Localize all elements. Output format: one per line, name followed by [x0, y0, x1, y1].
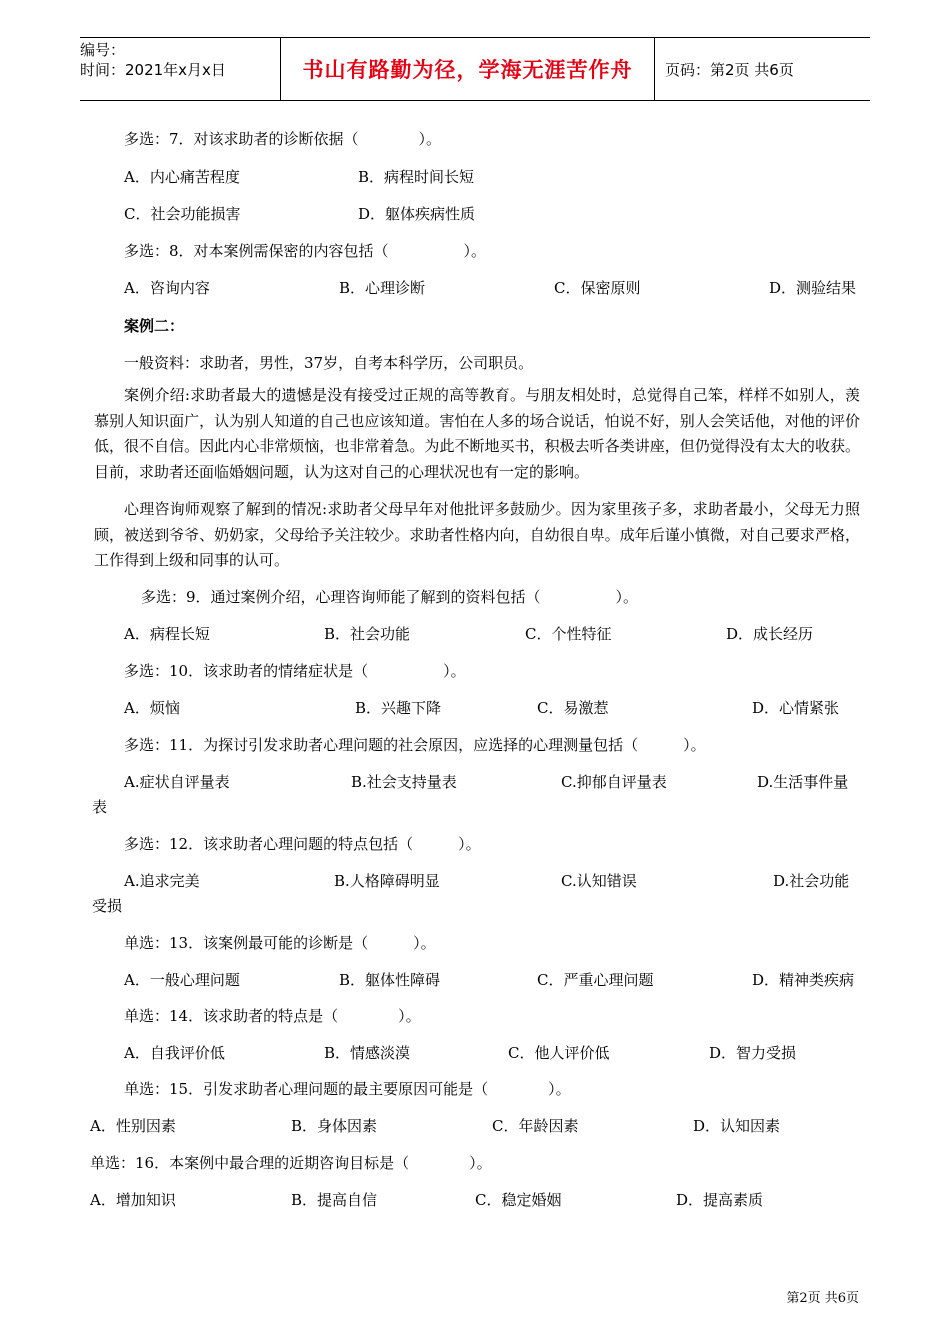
question-12-option-d: D.社会功能	[773, 872, 850, 890]
page-footer: 第2页 共6页	[786, 1291, 859, 1306]
question-11-option-c: C.抑郁自评量表	[561, 773, 667, 791]
question-8-option-b: B．心理诊断	[339, 279, 426, 297]
question-8-option-c: C．保密原则	[554, 279, 641, 297]
question-14-stem: 单选：14．该求助者的特点是（ ）。	[124, 1007, 421, 1025]
question-12-option-c: C.认知错误	[561, 872, 637, 890]
header-motto: 书山有路勤为径，学海无涯苦作舟	[280, 38, 655, 100]
question-15-option-a: A．性别因素	[90, 1117, 176, 1135]
question-13-option-c: C．严重心理问题	[537, 971, 654, 989]
question-16-stem: 单选：16．本案例中最合理的近期咨询目标是（ ）。	[90, 1154, 492, 1172]
question-9-option-d: D．成长经历	[726, 625, 814, 643]
question-14-option-a: A．自我评价低	[124, 1044, 225, 1062]
question-16-option-c: C．稳定婚姻	[475, 1191, 562, 1209]
question-15-option-d: D．认知因素	[693, 1117, 781, 1135]
question-15-option-b: B．身体因素	[291, 1117, 378, 1135]
question-12-option-d-continued: 受损	[92, 897, 123, 915]
case-2-observation: 心理咨询师观察了解到的情况:求助者父母早年对他批评多鼓励少。因为家里孩子多，求助者最小，父母无力照顾，被送到爷爷、奶奶家，父母给予关注较少。求助者性格内向，自幼很自卑。成年后谨小慎微，对自己要求严格，工作得到上级和同事的认可。	[94, 500, 860, 569]
question-7-stem: 多选：7．对该求助者的诊断依据（ ）。	[124, 130, 442, 148]
question-10-option-a: A．烦恼	[124, 699, 180, 717]
case-2-general-info: 一般资料：求助者，男性，37岁，自考本科学历，公司职员。	[124, 354, 534, 372]
question-11-stem: 多选：11．为探讨引发求助者心理问题的社会原因，应选择的心理测量包括（ ）。	[124, 736, 706, 754]
question-12-option-b: B.人格障碍明显	[334, 872, 440, 890]
number-label: 编号：	[80, 41, 126, 59]
question-9-stem: 多选：9．通过案例介绍，心理咨询师能了解到的资料包括（ ）。	[141, 588, 639, 606]
question-13-stem: 单选：13．该案例最可能的诊断是（ ）。	[124, 934, 436, 952]
question-10-option-b: B．兴趣下降	[355, 699, 442, 717]
time-label: 时间：2021年x月x日	[80, 61, 226, 79]
header-page-info: 页码：第2页 共6页	[665, 60, 794, 79]
header-left	[80, 38, 280, 102]
question-11-option-a: A.症状自评量表	[124, 773, 230, 791]
question-9-option-c: C．个性特征	[525, 625, 612, 643]
question-8-option-a: A．咨询内容	[124, 279, 210, 297]
question-15-option-c: C．年龄因素	[492, 1117, 579, 1135]
question-15-stem: 单选：15．引发求助者心理问题的最主要原因可能是（ ）。	[124, 1080, 571, 1098]
question-10-option-d: D．心情紧张	[752, 699, 840, 717]
case-2-title: 案例二：	[124, 317, 185, 335]
question-7-option-a: A．内心痛苦程度	[124, 168, 240, 186]
question-10-stem: 多选：10．该求助者的情绪症状是（ ）。	[124, 662, 466, 680]
question-11-option-d: D.生活事件量	[757, 773, 849, 791]
question-12-option-a: A.追求完美	[124, 872, 200, 890]
question-11-option-d-continued: 表	[92, 798, 108, 816]
question-13-option-d: D．精神类疾病	[752, 971, 855, 989]
question-7-option-d: D．躯体疾病性质	[358, 205, 476, 223]
question-11-option-b: B.社会支持量表	[351, 773, 457, 791]
question-7-option-b: B．病程时间长短	[358, 168, 475, 186]
question-16-option-d: D．提高素质	[676, 1191, 764, 1209]
question-9-option-b: B．社会功能	[324, 625, 411, 643]
question-13-option-a: A．一般心理问题	[124, 971, 240, 989]
question-7-option-c: C．社会功能损害	[124, 205, 241, 223]
question-16-option-a: A．增加知识	[90, 1191, 176, 1209]
question-14-option-c: C．他人评价低	[508, 1044, 610, 1062]
question-10-option-c: C．易激惹	[537, 699, 609, 717]
question-8-stem: 多选：8．对本案例需保密的内容包括（ ）。	[124, 242, 487, 260]
question-9-option-a: A．病程长短	[124, 625, 210, 643]
question-16-option-b: B．提高自信	[291, 1191, 378, 1209]
page-header	[80, 37, 870, 101]
case-2-introduction: 案例介绍:求助者最大的遗憾是没有接受过正规的高等教育。与朋友相处时，总觉得自己笨，样样不如别人，羡慕别人知识面广，认为别人知道的自己也应该知道。害怕在人多的场合说话，怕说不好，别人会笑话他，对他的评价低，很不自信。因此内心非常烦恼，也非常着急。为此不断地买书，积极去听各类讲座，但仍觉得没有太大的收获。目前，求助者还面临婚姻问题，认为这对自己的心理状况也有一定的影响。	[94, 386, 860, 481]
question-8-option-d: D．测验结果	[769, 279, 857, 297]
question-14-option-b: B．情感淡漠	[324, 1044, 411, 1062]
question-13-option-b: B．躯体性障碍	[339, 971, 441, 989]
question-12-stem: 多选：12．该求助者心理问题的特点包括（ ）。	[124, 835, 481, 853]
question-14-option-d: D．智力受损	[709, 1044, 797, 1062]
